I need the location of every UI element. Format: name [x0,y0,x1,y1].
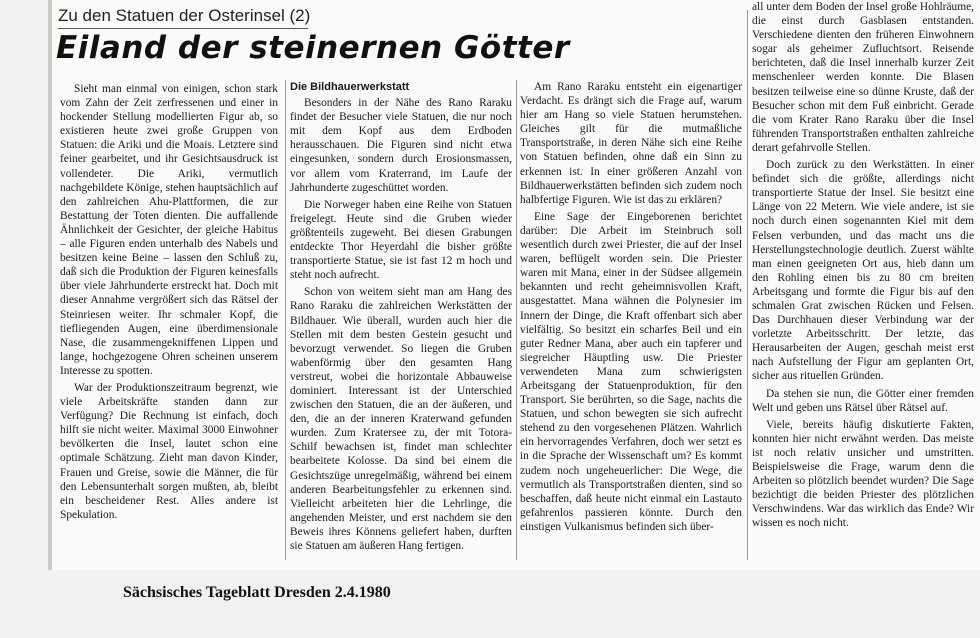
article-column-3 [520,80,742,562]
column-divider [516,80,517,560]
clipping-fold-edge [48,0,52,570]
paragraph: Schon von weitem sieht man am Hang des Rano Raraku die zahlreichen Werkstätten der Bildhauer. Wie überall, wurden auch hier die Stellen mit dem besten Gestein gesucht und bevorzugt verwendet. So liegen die Gruben wabenförmig über den gesamten Hang verstreut, wobei die horizontale Abbauweise dominiert. Interessant ist der Unterschied zwischen den Statuen, die an der äußeren, und den, die an der inneren Kraterwand gefunden wurden. Zum Kratersee zu, der mit Totora-Schilf bewachsen ist, findet man schlechter bearbeitete Kolosse. Da sind bei einem die Gesichtszüge unregelmäßig, während bei einem anderen Bearbeitungsfehler zu erkennen sind. Vielleicht arbeiteten hier die Lehrlinge, die angehenden Meister, und erst nachdem sie den Beweis ihres Könnens geliefert haben, durften sie Statuen am äußeren Hang fertigen. [290,286,512,552]
article-headline: Eiland der steinernen Götter [56,30,570,66]
paragraph: Viele, bereits häufig diskutierte Fakten, konnten hier nicht erwähnt werden. Das meiste ist noch relativ unsicher und umstritten. Beispielsweise die Frage, warum denn die Arbeiten so plötzlich beendet wurden? Die Sage bezichtigt die beiden Priester des plötzlichen Verschwindens. War das wirklich das Ende? Wir wissen es noch nicht. [752,418,974,530]
kicker-underline [58,28,308,29]
section-heading: Die Bildhauerwerkstatt [290,81,410,93]
article-kicker: Zu den Statuen der Osterinsel (2) [58,6,311,25]
paragraph: Am Rano Raraku entsteht ein eigenartiger Verdacht. Es drängt sich die Frage auf, warum hier am Hang so viele Statuen herumstehen. Gleiches gilt für die mutmaßliche Transportstraße, in deren Nähe sich eine Reihe von Statuen befinden, ohne daß ein Sinn zu erkennen ist. In einer größeren Anzahl von Bildhauerwerkstätten befinden sich zudem noch halbfertige Figuren. Wie ist das zu erklären? [520,81,742,206]
source-caption: Sächsisches Tageblatt Dresden 2.4.1980 [123,584,391,601]
article-column-2 [290,80,512,562]
column-divider [747,10,748,560]
paragraph: Eine Sage der Eingeborenen berichtet darüber: Die Arbeit im Steinbruch soll wesentlich durch zwei Priester, die auf der Insel waren, beflügelt worden sein. Die Priester waren mit Mana, einer in der Südsee allgemein bekannten und recht geheimnisvollen Kraft, ausgestattet. Mana wähnen die Polynesier im Innern der Dinge, die Kraft offenbart sich aber vielfältig. So besitzt ein scharfes Beil und ein guter Redner Mana, aber auch ein tapferer und siegreicher Häuptling usw. Die Priester verwendeten Mana zum schwierigsten Arbeitsgang der Statuenproduktion, für den Transport. Sie berührten, so die Sage, nachts die Statuen, und schon bewegten sie sich aufrecht stehend zu den vorgesehenen Plätzen. Wahrlich ein hervorragendes Verfahren, doch wer setzt es in die Sprache der Wissenschaft um? Es kommt zudem noch ungeheuerlicher: Die Wege, die vermutlich als Transportstraßen dienten, sind so beschaffen, daß heute nicht einmal ein Lastauto gefahrenlos passieren könnte. Durch den einstigen Vulkanismus befinden sich über- [520,210,742,533]
paragraph: Da stehen sie nun, die Götter einer fremden Welt und geben uns Rätsel über Rätsel auf. [752,387,974,414]
paragraph: Besonders in der Nähe des Rano Raraku findet der Besucher viele Statuen, die nur noch mit dem Kopf aus dem Erdboden herausschauen. Die Figuren sind nicht etwa eingesunken, sondern durch Erosionsmassen, vor allem vom Kraterrand, im Laufe der Jahrhunderte zugeschüttet worden. [290,97,512,194]
paragraph: all unter dem Boden der Insel große Hohlräume, die einst durch Gasblasen entstanden. Verschiedene dienten den früheren Einwohnern sogar als geheimer Zufluchtsort. Reisende berichteten, daß die Insel innerhalb kurzer Zeit menschenleer werden konnte. Die Blasen besitzen teilweise eine so dünne Kruste, daß der Besucher schon mit dem Fuß einbricht. Gerade die vom Krater Rano Raraku über die Insel führenden Transportstraßen enthalten zahlreiche derart gefahrvolle Stellen. [752,1,974,154]
article-column-1 [60,82,278,560]
article-column-4 [752,0,974,562]
paragraph: Die Norweger haben eine Reihe von Statuen freigelegt. Heute sind die Gruben wieder größtenteils zugeweht. Bei diesen Grabungen entdeckte Thor Heyerdahl die bisher größte transportierte Statue, sie ist fast 12 m hoch und steht noch aufrecht. [290,198,512,282]
paragraph: Doch zurück zu den Werkstätten. In einer befindet sich die größte, allerdings nicht transportierte Statue der Insel. Sie besitzt eine Länge von 22 Metern. Wie viele andere, ist sie noch durch einen sogenannten Kiel mit dem Felsen verbunden, und das macht uns die Herstellungstechnologie deutlich. Zuerst wählte man einen geeigneten Ort aus, hieb dann um den Rohling einen bis zu 80 cm breiten Arbeitsgang und formte die Figur bis auf den schmalen Grat zwischen Rücken und Felsen. Das Durchhauen dieser Verbindung war der vorletzte Arbeitsschritt. Der letzte, das Herausarbeiten der Augen, geschah meist erst nach Aufstellung der Figur am geplanten Ort, sicher aus rituellen Gründen. [752,159,974,383]
column-divider [285,80,286,560]
paragraph: Sieht man einmal von einigen, schon stark vom Zahn der Zeit zerfressenen und einer in hockender Stellung modellierten Figur ab, so existieren heute zwei große Gruppen von Statuen: die Ariki und die Moais. Letztere sind feiner gearbeitet, und ihr Gesichtsausdruck ist vollendeter. Die Ariki, vermutlich nachgebildete Könige, stehen hauptsächlich auf den zahlreichen Ahu-Plattformen, die zur Bestattung der Toten dienten. Die auffallende Ähnlichkeit der Gesichter, der gleiche Habitus – alle Figuren enden unterhalb des Nabels und besitzen keine Beine – lassen den Schluß zu, daß sich die Produktion der Figuren keinesfalls über viele Jahrhunderte erstreckt hat. Doch mit dieser Annahme vergrößert sich das Rätsel der Steinriesen weiter. Ihr schmaler Kopf, die tiefliegenden Augen, eine überdimensionale Nase, die zusammengekniffenen Lippen und lange, hochgezogene Ohren scheinen unserem Interesse zu spotten. [60,83,278,377]
paragraph: War der Produktionszeitraum begrenzt, wie viele Arbeitskräfte standen dann zur Verfügung? Die Rechnung ist einfach, doch hilft sie nicht weiter. Maximal 3000 Einwohner bevölkerten die Insel, lautet schon eine optimale Schätzung. Zieht man davon Kinder, Frauen und Greise, sowie die Männer, die für den Lebensunterhalt sorgen mußten, ab, bleibt ein bescheidener Rest. Alles andere ist Spekulation. [60,381,278,521]
